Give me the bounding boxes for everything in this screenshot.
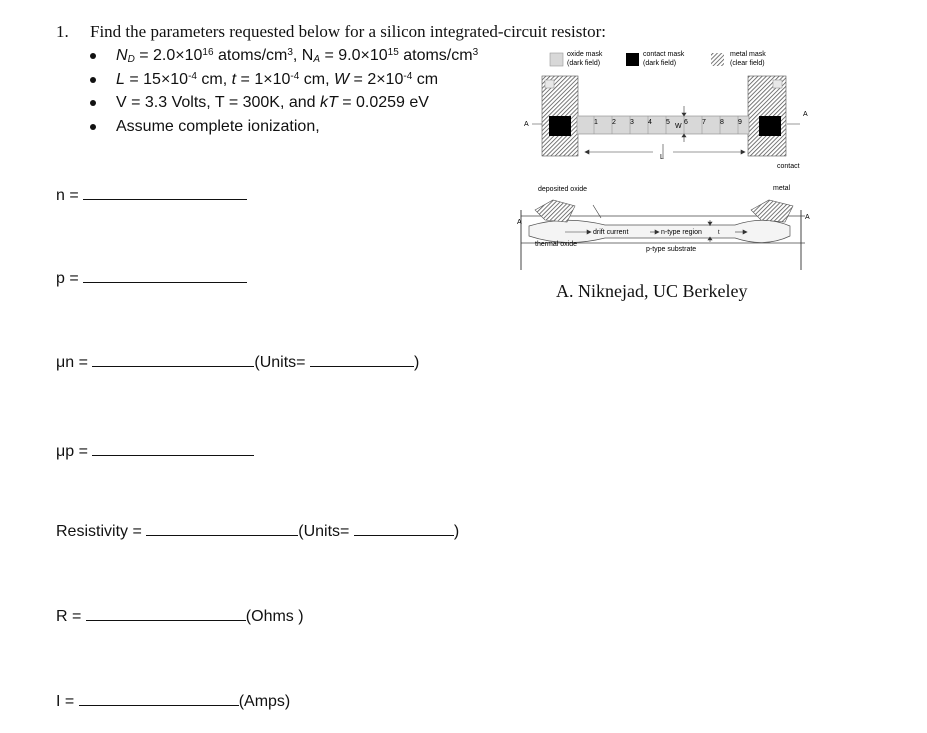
bullet-dimensions: $L = 15\times 10^{-4}$ cm, $t = 1\times 10^{-4}$ cm, $W = 2\times 10^{-4}$ cm (88, 70, 478, 94)
metal-mask-label: metal mask (730, 51, 766, 58)
mu-p-field (56, 440, 254, 461)
right-metal-section (751, 200, 793, 222)
oxide-mask-sub: (dark field) (567, 60, 601, 67)
contact-label: contact (777, 163, 800, 170)
left-metal-section (535, 200, 575, 222)
square-label-5: 5 (666, 119, 670, 126)
bullet-ionization: Assume complete ionization, (88, 117, 478, 141)
square-label-4: 4 (648, 119, 652, 126)
right-corner-marker (773, 80, 782, 88)
metal-mask-swatch (711, 53, 724, 66)
mu-n-units-open: (Units= (254, 354, 306, 371)
resistivity-units-blank[interactable] (354, 520, 454, 536)
oxide-mask-swatch (550, 53, 563, 66)
length-label: L (660, 154, 664, 161)
resistance-units: (Ohms ) (245, 608, 304, 625)
thermal-oxide-label: thermal oxide (535, 241, 578, 248)
square-label-9: 9 (738, 119, 742, 126)
section-a-left-top: A (524, 121, 529, 128)
p-type-substrate-label: p-type substrate (646, 246, 697, 253)
mu-n-units-close: ) (413, 354, 420, 371)
mu-n-units-blank[interactable] (310, 351, 414, 367)
bullet-conditions: V = 3.3 Volts, T = 300K, and kT = 0.0259 eV (88, 93, 478, 117)
mu-p-label: μp = (56, 443, 88, 460)
contact-mask-swatch (626, 53, 639, 66)
p-answer-blank[interactable] (83, 267, 247, 283)
section-a-left-cross: A (517, 219, 522, 226)
square-label-6: 6 (684, 119, 688, 126)
mu-n-label: μn = (56, 354, 88, 371)
right-contact (759, 116, 781, 136)
metal-mask-sub: (clear field) (730, 60, 765, 67)
width-label: W (675, 123, 682, 130)
square-label-7: 7 (702, 119, 706, 126)
n-answer-blank[interactable] (83, 184, 247, 200)
bullet-doping: $N_D = 2.0\times 10^{16}$ atoms/$cm^3$, $N_A = 9.0\times 10^{15}$ atoms/$cm^3$ (88, 46, 478, 70)
left-contact (549, 116, 571, 136)
current-answer-blank[interactable] (79, 690, 239, 706)
p-label: p = (56, 270, 79, 287)
current-field (56, 690, 290, 711)
n-type-region-label: n-type region (661, 229, 702, 236)
mu-p-answer-blank[interactable] (92, 440, 254, 456)
resistor-figure (505, 40, 815, 270)
drift-current-label: drift current (593, 229, 629, 236)
resistivity-answer-blank[interactable] (146, 520, 298, 536)
current-units: (Amps) (238, 693, 291, 710)
deposited-oxide-label: deposited oxide (538, 186, 588, 193)
question-text: Find the parameters requested below for a silicon integrated-circuit resistor: (90, 22, 606, 41)
resistivity-field (56, 520, 459, 541)
figure-credit: A. Niknejad, UC Berkeley (556, 281, 748, 301)
contact-mask-label: contact mask (643, 51, 685, 58)
resistivity-units-open: (Units= (298, 523, 350, 540)
mu-n-answer-blank[interactable] (92, 351, 254, 367)
mu-n-field (56, 351, 419, 372)
question-number: 1. (56, 22, 69, 41)
n-label: n = (56, 187, 79, 204)
left-corner-marker (545, 80, 554, 88)
resistance-label: R = (56, 608, 82, 625)
current-label: I = (56, 693, 75, 710)
given-parameters-list (88, 46, 478, 140)
square-label-8: 8 (720, 119, 724, 126)
thickness-label: t (718, 230, 720, 236)
contact-mask-sub: (dark field) (643, 60, 677, 67)
p-field (56, 267, 247, 288)
n-type-region-shape (529, 220, 790, 242)
metal-label: metal (773, 185, 791, 192)
square-label-3: 3 (630, 119, 634, 126)
resistance-answer-blank[interactable] (86, 605, 246, 621)
n-field (56, 184, 247, 205)
square-label-1: 1 (594, 119, 598, 126)
resistance-field (56, 605, 304, 626)
square-label-2: 2 (612, 119, 616, 126)
section-a-right-cross: A (805, 214, 810, 221)
resistivity-label: Resistivity = (56, 523, 142, 540)
resistivity-units-close: ) (453, 523, 460, 540)
section-a-right-top: A (803, 111, 808, 118)
oxide-mask-label: oxide mask (567, 51, 603, 58)
